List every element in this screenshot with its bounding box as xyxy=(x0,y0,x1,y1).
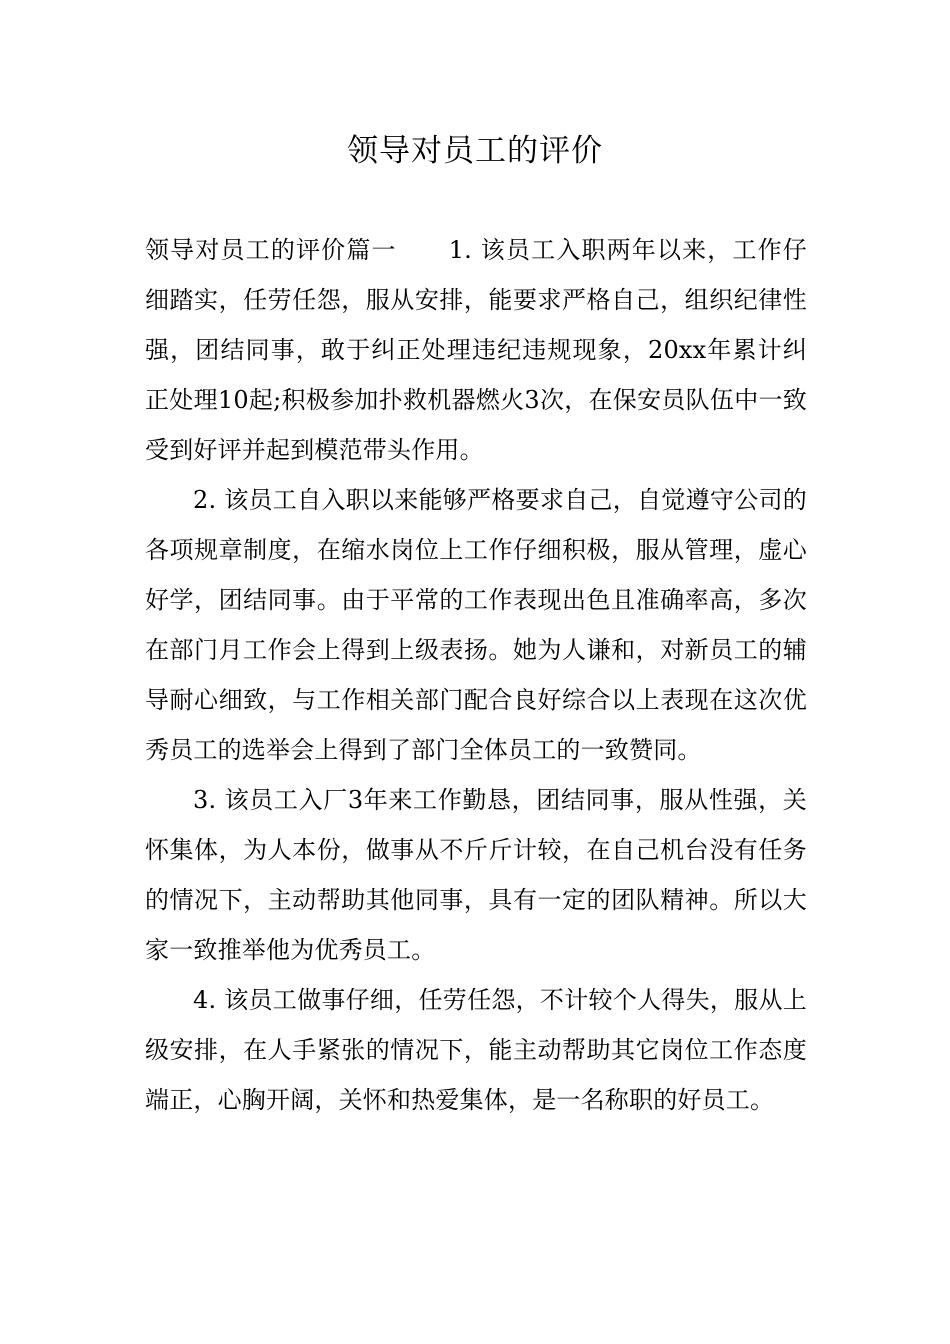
document-body xyxy=(145,225,807,1125)
paragraph-3: 3. 该员工入厂3年来工作勤恳，团结同事，服从性强，关怀集体，为人本份，做事从不斤斤计较，在自己机台没有任务的情况下，主动帮助其他同事，具有一定的团队精神。所以大家一致推举他为优秀员工。 xyxy=(145,786,807,964)
paragraph-1 xyxy=(145,225,807,475)
document-title: 领导对员工的评价 xyxy=(347,133,603,169)
paragraph-4: 4. 该员工做事仔细，任劳任怨，不计较个人得失，服从上级安排，在人手紧张的情况下，能主动帮助其它岗位工作态度端正，心胸开阔，关怀和热爱集体，是一名称职的好员工。 xyxy=(145,986,807,1114)
paragraph-2: 2. 该员工自入职以来能够严格要求自己，自觉遵守公司的各项规章制度，在缩水岗位上工作仔细积极，服从管理，虚心好学，团结同事。由于平常的工作表现出色且准确率高，多次在部门月工作会上得到上级表扬。她为人谦和，对新员工的辅导耐心细致，与工作相关部门配合良好综合以上表现在这次优秀员工的选举会上得到了部门全体员工的一致赞同。 xyxy=(145,486,807,764)
intro-heading: 领导对员工的评价篇一 xyxy=(145,236,397,264)
paragraph-1-text: 1. 该员工入职两年以来，工作仔细踏实，任劳任怨，服从安排，能要求严格自己，组织纪律性强，团结同事，敢于纠正处理违纪违规现象，20xx年累计纠正处理10起;积极参加扑救机器燃火3次，在保安员队伍中一致受到好评并起到模范带头作用。 xyxy=(145,236,807,464)
